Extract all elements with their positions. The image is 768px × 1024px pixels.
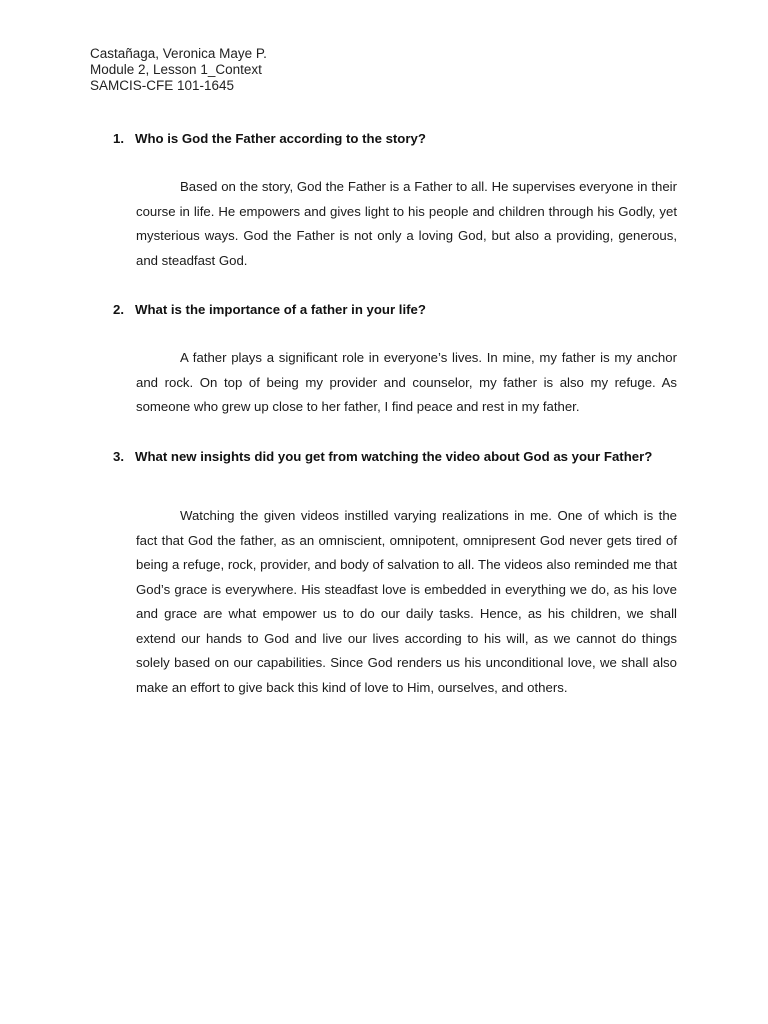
question-text: What is the importance of a father in your life? [135,302,426,317]
question-3 [113,449,693,465]
question-2 [113,302,693,318]
question-number: 3. [113,449,124,464]
course-code: SAMCIS-CFE 101-1645 [90,78,235,93]
question-number: 1. [113,131,124,146]
question-1 [113,131,693,147]
question-text: Who is God the Father according to the story? [135,131,426,146]
answer-2: A father plays a significant role in everyone’s lives. In mine, my father is my anchor and rock. On top of being my provider and counselor, my father is also my refuge. As someone who grew up close to her father, I find peace and rest in my father. [136,350,677,414]
question-number: 2. [113,302,124,317]
student-name: Castañaga, Veronica Maye P. [90,46,267,61]
answer-3: Watching the given videos instilled varying realizations in me. One of which is the fact that God the father, as an omniscient, omnipotent, omnipresent God never gets tired of being a refuge, rock, provider, and body of salvation to all. The videos also reminded me that God’s grace is everywhere. His steadfast love is embedded in everything we do, as his love and grace are what empower us to do our daily tasks. Hence, as his children, we shall extend our hands to God and live our lives according to his will, as we cannot do things solely based on our capabilities. Since God renders us his unconditional love, we shall also make an effort to give back this kind of love to Him, ourselves, and others. [136,508,677,695]
answer-1: Based on the story, God the Father is a Father to all. He supervises everyone in their course in life. He empowers and gives light to his people and children through his Godly, yet mysterious ways. God the Father is not only a loving God, but also a providing, generous, and steadfast God. [136,179,677,268]
question-text: What new insights did you get from watching the video about God as your Father? [135,449,653,464]
module-lesson: Module 2, Lesson 1_Context [90,62,262,77]
document-header [90,46,267,94]
